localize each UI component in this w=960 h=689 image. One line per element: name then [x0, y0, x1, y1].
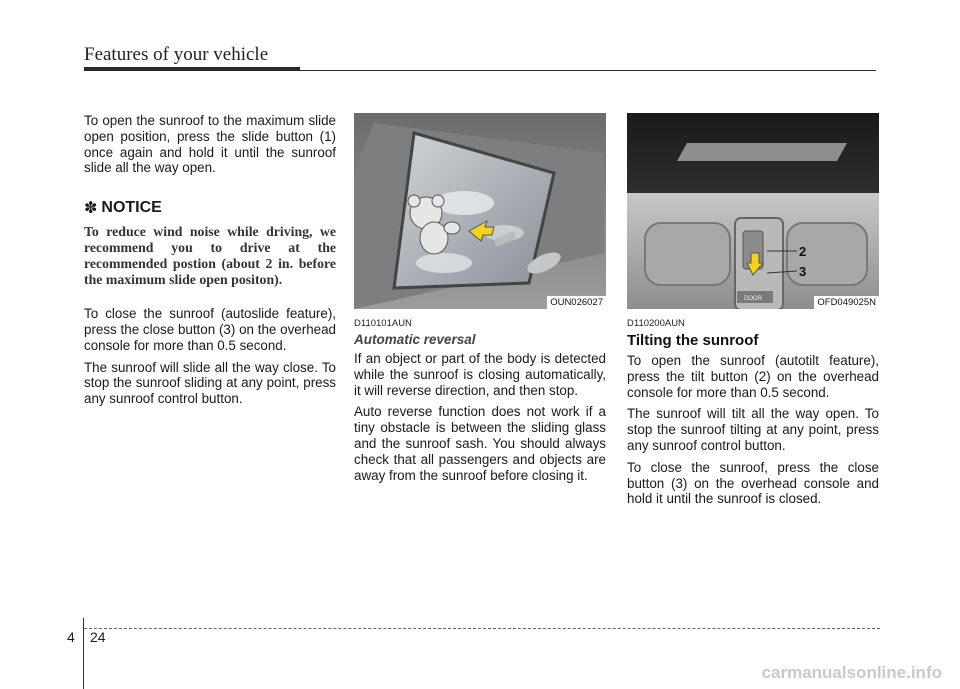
- tilting-sunroof-heading: Tilting the sunroof: [627, 332, 759, 349]
- notice-star-icon: ✽: [84, 200, 98, 218]
- page-number: 24: [90, 629, 106, 645]
- col3-paragraph-3: To close the sunroof, press the close button (3) on the overhead console and hold it until the sunroof is closed.: [627, 459, 879, 507]
- chapter-number: 4: [67, 629, 75, 645]
- watermark: carmanualsonline.info: [761, 663, 942, 682]
- col2-section-code: D110101AUN: [354, 318, 412, 329]
- column-3: [627, 113, 879, 513]
- notice-heading: [84, 198, 336, 218]
- callout-3: 3: [799, 264, 807, 279]
- callout-2: 2: [799, 244, 807, 259]
- header-rule-thick: [84, 67, 300, 71]
- col3-paragraph-1: To open the sunroof (autotilt feature), press the tilt button (2) on the overhead console for more than 0.5 second.: [627, 353, 879, 400]
- overhead-console-photo: [627, 113, 879, 309]
- footer-dashed-rule: [84, 628, 880, 629]
- col1-paragraph-2: To close the sunroof (autoslide feature), press the close button (3) on the overhead console for more than 0.5 second.: [84, 306, 336, 353]
- sunroof-interior-illustration: [354, 113, 606, 309]
- col2-paragraph-1: If an object or part of the body is detected while the sunroof is closing automatically, it will reverse direction, and then stop.: [354, 351, 606, 398]
- sunroof-photo: [354, 113, 606, 309]
- page-header-title: Features of your vehicle: [84, 44, 269, 65]
- photo-label-ofd049025n: OFD049025N: [814, 296, 879, 309]
- header-rule-thin: [300, 70, 876, 71]
- col1-paragraph-3: The sunroof will slide all the way close. To stop the sunroof sliding at any point, press any sunroof control button.: [84, 359, 336, 407]
- door-button-label: DOOR: [744, 296, 762, 302]
- col3-section-code: D110200AUN: [627, 318, 685, 329]
- column-2: [354, 113, 606, 489]
- column-1: [84, 113, 336, 413]
- notice-body: To reduce wind noise while driving, we recommend you to drive at the recommended postion (about 2 in. before the maximum slide open positon).: [84, 224, 336, 288]
- notice-title: NOTICE: [101, 199, 162, 217]
- col2-paragraph-2: Auto reverse function does not work if a tiny obstacle is between the sliding glass and the sunroof sash. You should always check that all passengers and objects are away from the sunroof before closing it.: [354, 404, 606, 483]
- col1-paragraph-1: To open the sunroof to the maximum slide open position, press the slide button (1) once again and hold it until the sunroof slide all the way open.: [84, 113, 336, 176]
- photo-label-oun026027: OUN026027: [547, 296, 606, 309]
- automatic-reversal-heading: Automatic reversal: [354, 332, 476, 347]
- overhead-console-illustration: [627, 113, 879, 309]
- col3-paragraph-2: The sunroof will tilt all the way open. To stop the sunroof tilting at any point, press any sunroof control button.: [627, 406, 879, 453]
